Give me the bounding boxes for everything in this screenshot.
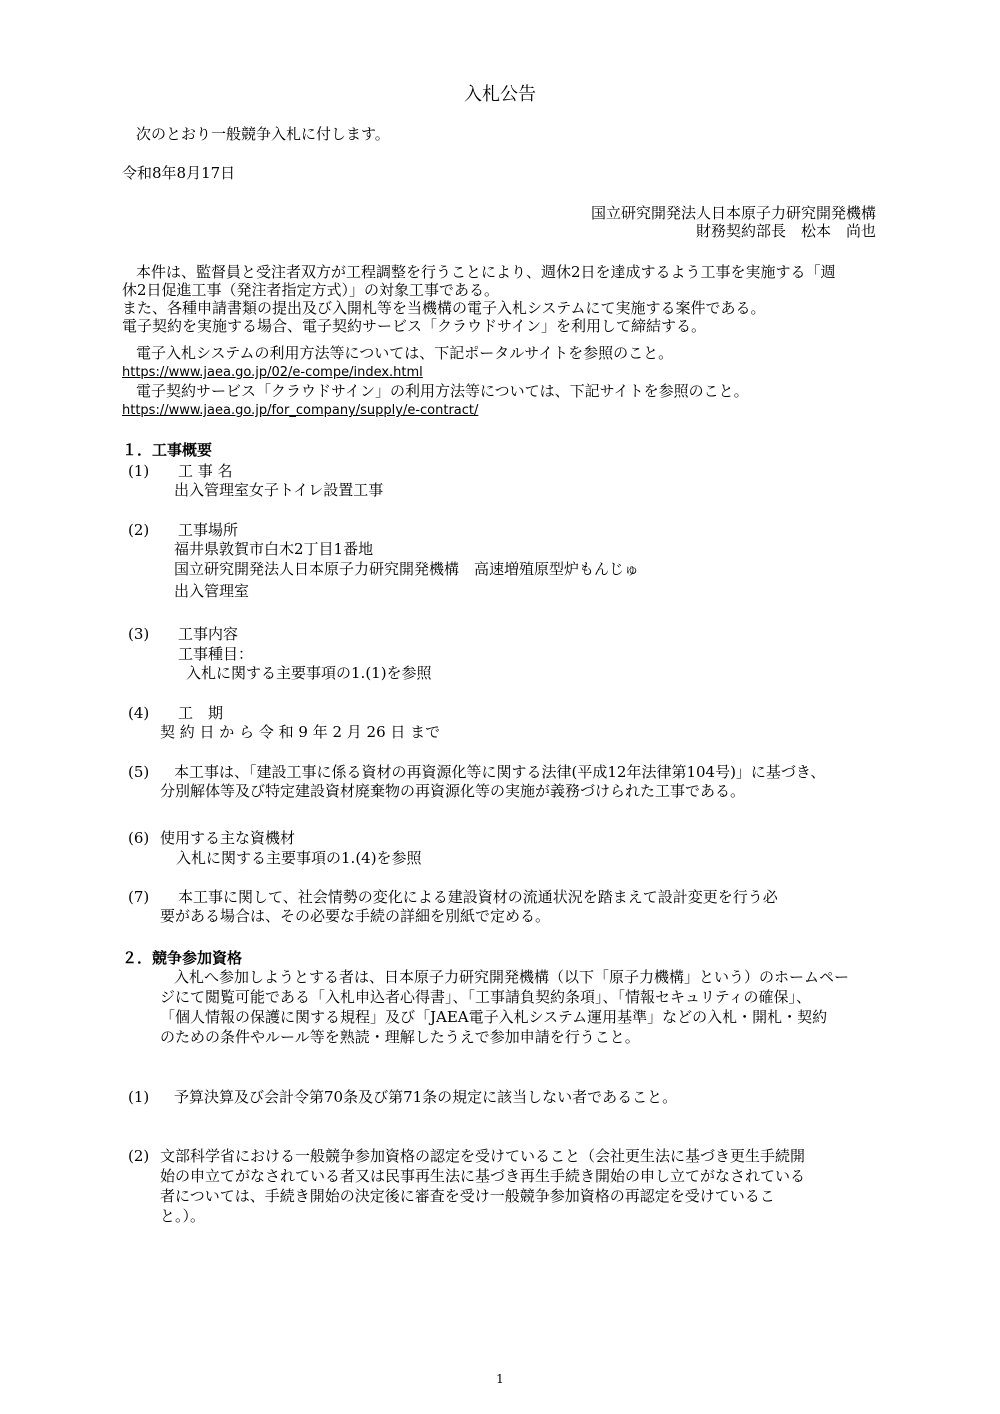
item-number: (1): [128, 462, 150, 480]
item-label: 工 事 名: [178, 462, 233, 480]
item-number: (7): [128, 888, 150, 906]
item-line: 出入管理室: [174, 582, 250, 600]
item-label: 工 期: [178, 704, 224, 722]
section2-intro-line: ジにて閲覧可能である「入札申込者心得書」、「工事請負契約条項」、「情報セキュリティの確保」、: [160, 988, 812, 1006]
item-line: と。）。: [160, 1207, 206, 1225]
overview-p3: 電子契約を実施する場合、電子契約サービス「クラウドサイン」を利用して締結する。: [122, 317, 706, 335]
intro-text: 次のとおり一般競争入札に付します。: [136, 125, 390, 143]
item-label: 工事場所: [178, 521, 239, 539]
item-line: 福井県敦賀市白木2丁目1番地: [174, 540, 374, 558]
section-heading-2: ２．競争参加資格: [122, 949, 243, 967]
item-label: 本工事に関して、社会情勢の変化による建設資材の流通状況を踏まえて設計変更を行う必: [178, 888, 778, 906]
item-number: (4): [128, 704, 150, 722]
overview-p4: 電子入札システムの利用方法等については、下記ポータルサイトを参照のこと。: [136, 344, 674, 362]
item-number: (6): [128, 829, 150, 847]
item-number: (2): [128, 1147, 150, 1165]
item-label: 工事内容: [178, 625, 239, 643]
item-line: 入札に関する主要事項の1.(1)を参照: [186, 664, 432, 682]
item-line: 出入管理室女子トイレ設置工事: [174, 481, 384, 499]
item-number: (1): [128, 1088, 150, 1106]
item-line: 始の申立てがなされている者又は民事再生法に基づき再生手続き開始の申し立てがなされている: [160, 1167, 806, 1185]
overview-p1-line2: 休2日促進工事（発注者指定方式）」の対象工事である。: [122, 281, 500, 299]
item-line: 文部科学省における一般競争参加資格の認定を受けていること（会社更生法に基づき更生手続開: [160, 1147, 806, 1165]
item-line: 者については、手続き開始の決定後に審査を受け一般競争参加資格の再認定を受けているこ: [160, 1187, 775, 1205]
overview-p5: 電子契約サービス「クラウドサイン」の利用方法等については、下記サイトを参照のこと。: [136, 382, 749, 400]
issuer-person: 財務契約部長 松本 尚也: [695, 222, 876, 240]
item-label: 使用する主な資機材: [160, 829, 296, 847]
item-line: 分別解体等及び特定建設資材廃棄物の再資源化等の実施が義務づけられた工事である。: [160, 782, 746, 800]
item-line: 予算決算及び会計令第70条及び第71条の規定に該当しない者であること。: [174, 1088, 678, 1106]
item-line: 要がある場合は、その必要な手続の詳細を別紙で定める。: [160, 907, 551, 925]
item-label: 本工事は、「建設工事に係る資材の再資源化等に関する法律(平成12年法律第104号)」に基づき、: [174, 763, 826, 781]
item-line: 国立研究開発法人日本原子力研究開発機構 高速増殖原型炉もんじゅ: [174, 560, 640, 578]
overview-p2: また、各種申請書類の提出及び入開札等を当機構の電子入札システムにて実施する案件である。: [122, 299, 766, 317]
notice-date: 令和8年8月17日: [122, 164, 236, 182]
section-heading-1: １．工事概要: [122, 441, 213, 459]
item-line: 工事種目：: [178, 645, 254, 663]
page-number: 1: [496, 1372, 504, 1386]
issuer-org: 国立研究開発法人日本原子力研究開発機構: [590, 204, 876, 222]
item-number: (3): [128, 625, 150, 643]
item-number: (5): [128, 763, 150, 781]
section2-intro-line: 「個人情報の保護に関する規程」及び「JAEA電子入札システム運用基準」などの入札・開札・契約: [160, 1008, 828, 1026]
portal-link[interactable]: https://www.jaea.go.jp/02/e-compe/index.html: [122, 365, 423, 380]
overview-p1-line1: 本件は、監督員と受注者双方が工程調整を行うことにより、週休2日を達成するよう工事を実施する「週: [136, 263, 836, 281]
item-number: (2): [128, 521, 150, 539]
section2-intro-line: 入札へ参加しようとする者は、日本原子力研究開発機構（以下「原子力機構」という）のホームペー: [174, 968, 850, 986]
page-title: 入札公告: [464, 84, 536, 105]
section2-intro-line: のための条件やルール等を熟読・理解したうえで参加申請を行うこと。: [160, 1028, 640, 1046]
item-line: 入札に関する主要事項の1.(4)を参照: [176, 849, 422, 867]
item-line: 契 約 日 か ら 令 和 9 年 2 月 26 日 まで: [160, 723, 441, 741]
e-contract-link[interactable]: https://www.jaea.go.jp/for_company/supply/e-contract/: [122, 403, 479, 418]
